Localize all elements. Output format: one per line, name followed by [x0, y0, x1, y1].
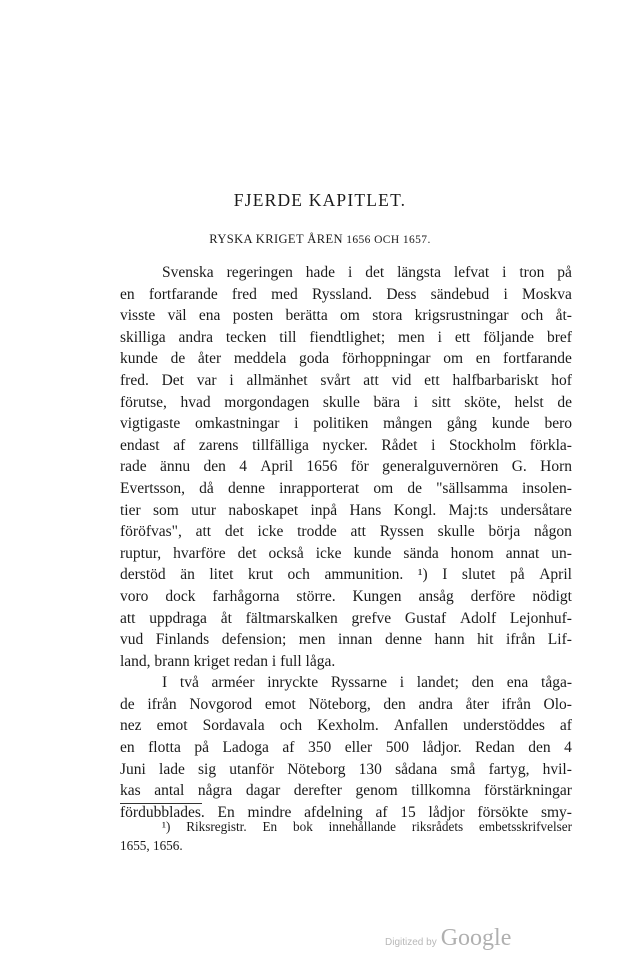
text-line: rade ännu den 4 April 1656 för generalguvernören G. Horn	[120, 458, 572, 476]
chapter-title: FJERDE KAPITLET.	[233, 190, 407, 210]
text-line: kunde de åter meddela goda förhoppningar om en fortfarande	[120, 350, 572, 368]
text-line: nez emot Sordavala och Kexholm. Anfallen understöddes af	[120, 717, 572, 735]
text-line: att uppdraga åt fältmarskalken grefve Gustaf Adolf Lejonhuf-	[120, 609, 572, 627]
footnote-separator	[120, 803, 202, 804]
text-line: I två arméer inryckte Ryssarne i landet; den ena tåga-	[162, 674, 572, 692]
digitized-watermark	[385, 925, 511, 952]
chapter-subtitle-words: RYSKA KRIGET ÅREN	[209, 232, 343, 246]
text-line: derstöd än litet krut och ammunition. ¹) I slutet på April	[120, 566, 572, 584]
footnote	[120, 817, 572, 855]
text-line: förutse, hvad morgondagen skulle bära i sitt sköte, helst de	[120, 393, 572, 411]
text-line: land, brann kriget redan i full låga.	[120, 652, 336, 670]
text-line: vud Finlands defension; men innan denne hann hit ifrån Lif-	[120, 631, 572, 649]
text-line: visste väl ena posten berätta om stora krigsrustningar och åt-	[120, 307, 572, 325]
text-line: en flotta på Ladoga af 350 eller 500 lådjor. Redan den 4	[120, 739, 572, 757]
text-line: fred. Det var i allmänhet svårt att vid ett halfbarbariskt hof	[120, 371, 572, 389]
chapter-subtitle	[0, 232, 640, 247]
body-text	[120, 262, 572, 823]
text-line: Juni lade sig utanför Nöteborg 130 sådana små fartyg, hvil-	[120, 760, 572, 778]
footnote-line: 1655, 1656.	[120, 838, 183, 853]
text-line: endast af zarens tillfälliga nycker. Rådet i Stockholm förkla-	[120, 436, 572, 454]
text-line: voro dock farhågorna större. Kungen ansåg derföre nödigt	[120, 587, 572, 605]
text-line: vigtigaste omkastningar i politiken mången gång kunde bero	[120, 415, 572, 433]
text-line: tier som utur naboskapet inpå Hans Kongl. Maj:ts undersåtare	[120, 501, 572, 519]
text-line: en fortfarande fred med Ryssland. Dess sändebud i Moskva	[120, 285, 572, 303]
chapter-subtitle-years: 1656 OCH 1657.	[346, 234, 431, 246]
text-line: skilliga andra tecken till fiendtlighet; men i ett följande bref	[120, 328, 572, 346]
text-line: kas antal några dagar derefter genom tillkomna förstärkningar	[120, 782, 572, 800]
text-line: Evertsson, då denne inrapporterat om de "sällsamma insolen-	[120, 479, 572, 497]
text-line: ruptur, hvarföre det också icke kunde sända honom annat un-	[120, 544, 572, 562]
watermark-prefix: Digitized by	[385, 937, 437, 948]
google-logo: Google	[440, 925, 512, 951]
text-line: de ifrån Novgorod emot Nöteborg, den andra åter ifrån Olo-	[120, 695, 572, 713]
footnote-line: ¹) Riksregistr. En bok innehållande riksrådets embetsskrifvelser	[162, 819, 572, 834]
text-line: fördubblades. En mindre afdelning af 15 lådjor försökte smy-	[120, 803, 572, 821]
text-line: föröfvas", att det icke trodde att Ryssen skulle börja någon	[120, 523, 572, 541]
text-line: Svenska regeringen hade i det längsta lefvat i tron på	[162, 264, 572, 281]
